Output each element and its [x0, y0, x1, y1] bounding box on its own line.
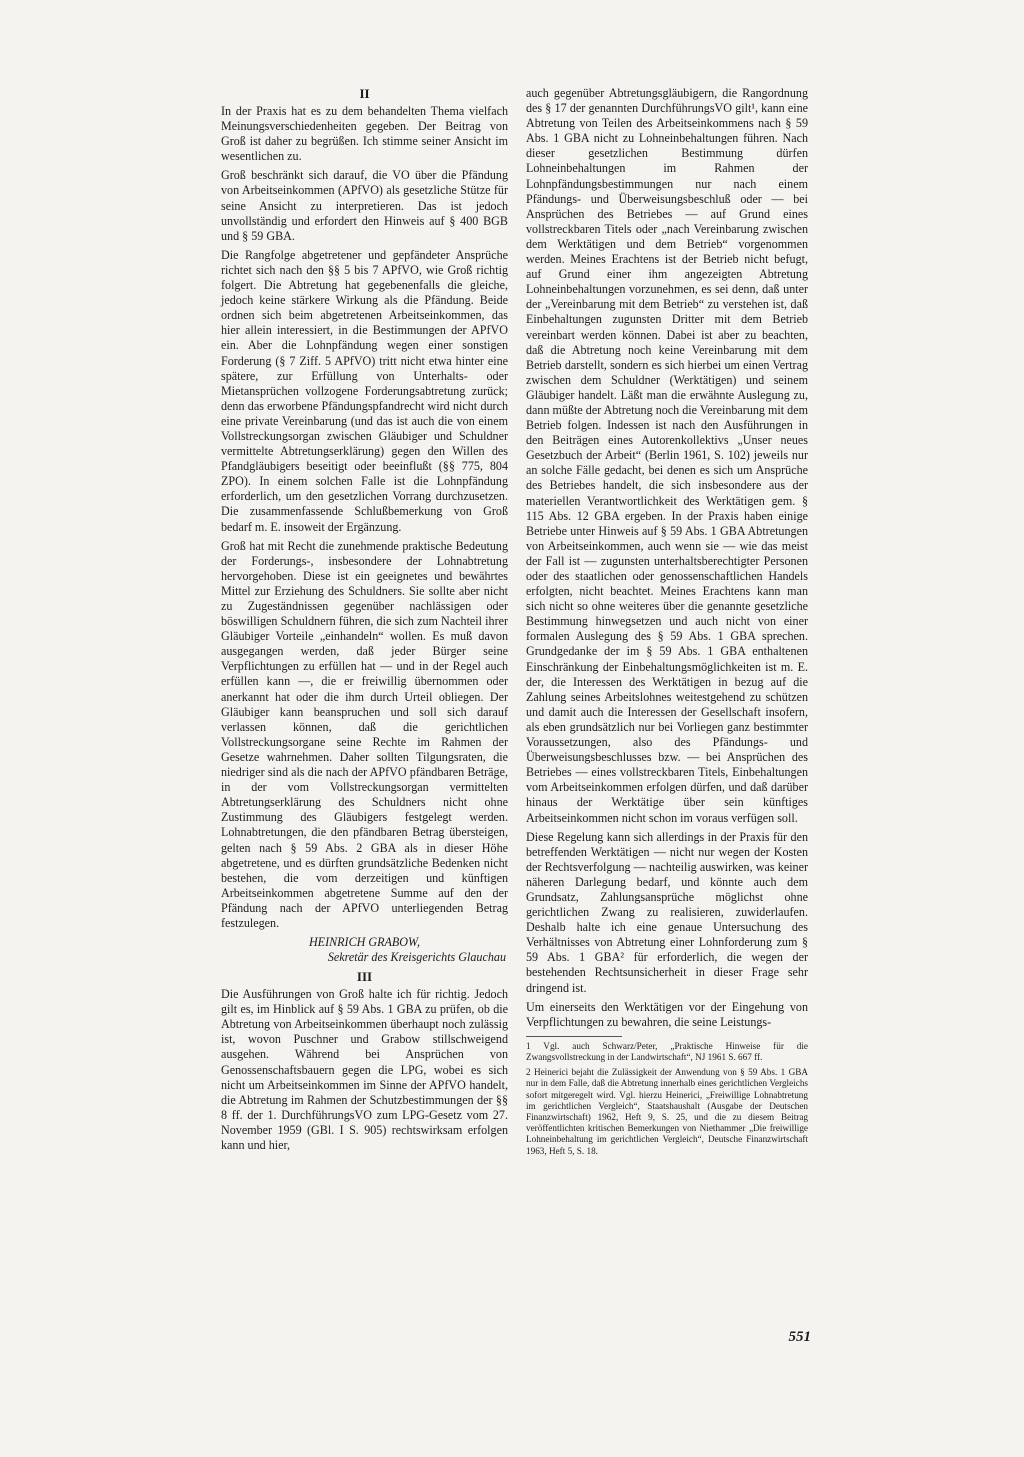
right-column: [526, 86, 808, 1157]
paragraph: Die Ausführungen von Groß halte ich für richtig. Jedoch gilt es, im Hinblick auf § 59 Abs. 1 GBA zu prüfen, ob die Abtretung von Arbeitseinkommen überhaupt noch zulässig ist, wovon Puschner und Grabow stillschweigend ausgehen. Während bei Ansprüchen von Genossenschaftsbauern gegen die LPG, wobei es sich nicht um Arbeitseinkommen im Sinne der APfVO handelt, die Abtretung im Rahmen der Schutzbestimmungen der §§ 8 ff. der 1. DurchführungsVO zum LPG-Gesetz vom 27. November 1959 (GBl. I S. 905) rechtswirksam erfolgen kann und hier,: [221, 987, 508, 1152]
section-heading-ii: II: [359, 86, 370, 101]
paragraph: Groß hat mit Recht die zunehmende praktische Bedeutung der Forderungs-, insbesondere der Lohnabtretung hervorgehoben. Diese ist ein geeignetes und bewährtes Mittel zur Erziehung des Schuldners. Sie sollte aber nicht zu Zugeständnissen gegenüber nachlässigen oder böswilligen Schuldnern führen, die sich zum Nachteil ihrer Gläubiger Vorteile „einhandeln“ wollen. Es muß davon ausgegangen werden, daß jeder Bürger seine Verpflichtungen zu erfüllen hat — und in der Regel auch erfüllen kann —, die er freiwillig übernommen oder anerkannt hat oder die ihm durch Urteil obliegen. Der Gläubiger kann beanspruchen und soll sich darauf verlassen können, daß die gerichtlichen Vollstreckungsorgane seine Rechte im Rahmen der Gesetze wahrnehmen. Daher sollten Tilgungsraten, die niedriger sind als die nach der APfVO pfändbaren Beträge, in der vom Vollstreckungsorgan vermittelten Abtretungserklärung des Schuldners nicht ohne Zustimmung des Gläubigers festgelegt werden. Lohnabtretungen, die den pfändbaren Betrag übersteigen, gelten nach § 59 Abs. 2 GBA als in dieser Höhe abgetretene, und es dürften grundsätzliche Bedenken nicht bestehen, die vom derzeitigen und künftigen Arbeitseinkommen abgetretene Summe auf den der Pfändung nach der APfVO unterliegenden Betrag festzulegen.: [221, 538, 508, 930]
paragraph: auch gegenüber Abtretungsgläubigern, die Rangordnung des § 17 der genannten DurchführungsVO gilt¹, kann eine Abtretung von Teilen des Arbeitseinkommens nach § 59 Abs. 1 GBA nicht zu Lohneinbehaltungen führen. Nach dieser gesetzlichen Bestimmung dürfen Lohneinbehaltungen im Rahmen der Lohnpfändungsbestimmungen nur nach einem Pfändungs- und Überweisungsbeschluß oder — bei Ansprüchen des Betriebes — auf Grund eines vollstreckbaren Titels oder „nach Vereinbarung zwischen dem Werktätigen und dem Betrieb“ vorgenommen werden. Meines Erachtens ist der Betrieb nicht befugt, auf Grund einer ihm angezeigten Abtretung Lohneinbehaltungen vorzunehmen, es sei denn, daß unter der „Vereinbarung mit dem Betrieb“ zu verstehen ist, daß Einbehaltungen zugunsten Dritter mit dem Betrieb vereinbart werden können. Dabei ist aber zu beachten, daß die Abtretung noch keine Vereinbarung mit dem Betrieb darstellt, sondern es sich hierbei um einen Vertrag zwischen dem Schuldner (Werktätigen) und seinem Gläubiger handelt. Läßt man die erwähnte Auslegung zu, dann müßte der Abtretung noch die Vereinbarung mit dem Betrieb folgen. Indessen ist nach den Ausführungen in den Beiträgen eines Autorenkollektivs „Unser neues Gesetzbuch der Arbeit“ (Berlin 1961, S. 102) jeweils nur an solche Fälle gedacht, bei denen es sich um Ansprüche des Betriebes handelt, die sich insbesondere aus der materiellen Verantwortlichkeit des Werktätigen gem. § 115 Abs. 12 GBA ergeben. In der Praxis haben einige Betriebe unter Hinweis auf § 59 Abs. 1 GBA Abtretungen von Arbeitseinkommen, auch wenn sie — wie das meist der Fall ist — zugunsten unterhaltsberechtigter Personen oder des staatlichen oder genossenschaftlichen Handels erfolgten, nicht beachtet. Meines Erachtens kann man sich nicht so ohne weiteres über die genannte gesetzliche Bestimmung hinwegsetzen und auch nicht von einer formalen Auslegung des § 59 Abs. 1 GBA sprechen. Grundgedanke der im § 59 Abs. 1 GBA enthaltenen Einschränkung der Einbehaltungsmöglichkeiten ist m. E. der, die Interessen des Werktätigen in bezug auf die Zahlung seines Arbeitslohnes weitestgehend zu schützen und damit auch die Interessen der Gesellschaft insofern, als eben grundsätzlich nur bei Vorliegen ganz bestimmter Voraussetzungen, also des Pfändungs- und Überweisungsbeschlusses bzw. — bei Ansprüchen des Betriebes — eines vollstreckbaren Titels, Einbehaltungen vom Arbeitseinkommen erfolgen dürfen, und daß darüber hinaus der Werktätige über sein künftiges Arbeitseinkommen nicht schon im voraus verfügen soll.: [526, 86, 808, 825]
paragraph: Die Rangfolge abgetretener und gepfändeter Ansprüche richtet sich nach den §§ 5 bis 7 APfVO, wie Groß richtig folgert. Die Abtretung hat gegebenenfalls die gleiche, jedoch keine stärkere Wirkung als die Pfändung. Beide ordnen sich beim abgetretenen Arbeitseinkommen, das hier allein interessiert, in die Bestimmungen der APfVO ein. Aber die Lohnpfändung wegen einer sonstigen Forderung (§ 7 Ziff. 5 APfVO) tritt nicht etwa hinter eine spätere, zur Erfüllung von Unterhalts- oder Mietansprüchen vollzogene Forderungsabtretung zurück; denn das erworbene Pfändungspfandrecht wird nicht durch eine private Vereinbarung (und das ist auch die von einem Vollstreckungsorgan zwischen Gläubiger und Schuldner vermittelte Abtretungserklärung) gegen den Willen des Pfandgläubigers beseitigt oder beeinflußt (§§ 775, 804 ZPO). In einem solchen Falle ist die Lohnpfändung erforderlich, um den gesetzlichen Vorrang durchzusetzen. Die zusammenfassende Schlußbemerkung von Groß bedarf m. E. insoweit der Ergänzung.: [221, 247, 508, 534]
author-signature-name: HEINRICH GRABOW,: [308, 935, 421, 950]
page-number: 551: [788, 1329, 811, 1345]
author-signature-role: Sekretär des Kreisgerichts Glauchau: [327, 950, 506, 965]
footnote-rule: [526, 1036, 622, 1037]
footnote: 1 Vgl. auch Schwarz/Peter, „Praktische Hinweise für die Zwangsvollstreckung in der Landwirtschaft“, NJ 1961 S. 667 ff.: [526, 1040, 808, 1063]
paragraph: Diese Regelung kann sich allerdings in der Praxis für den betreffenden Werktätigen — nicht nur wegen der Kosten der Rechtsverfolgung — nachteilig auswirken, was keiner näheren Darlegung bedarf, und könnte auch dem Grundsatz, Zahlungsansprüche möglichst ohne gerichtlichen Zwang zu realisieren, zuwiderlaufen. Deshalb halte ich eine genaue Untersuchung des Verhältnisses von Abtretung einer Lohnforderung zum § 59 Abs. 1 GBA² für erforderlich, die wegen der bestehenden Rechtsunsicherheit in dieser Frage sehr dringend ist.: [526, 829, 808, 995]
footnote: 2 Heinerici bejaht die Zulässigkeit der Anwendung von § 59 Abs. 1 GBA nur in dem Falle, daß die Abtretung innerhalb eines gerichtlichen Vergleichs sofort mitgeregelt wird. Vgl. hierzu Heinerici, „Freiwillige Lohnabtretung im gerichtlichen Vergleich“, Staatshaushalt (Ausgabe der Deutschen Finanzwirtschaft) 1962, Heft 9, S. 25, und die zu diesem Beitrag veröffentlichten kritischen Bemerkungen von Niethammer „Die freiwillige Lohneinbehaltung im gerichtlichen Vergleich“, Deutsche Finanzwirtschaft 1963, Heft 5, S. 18.: [526, 1067, 808, 1156]
paragraph: Groß beschränkt sich darauf, die VO über die Pfändung von Arbeitseinkommen (APfVO) als gesetzliche Stütze für seine Ansicht zu interpretieren. Das ist jedoch unvollständig und erfordert den Hinweis auf § 400 BGB und § 59 GBA.: [221, 168, 508, 243]
paragraph: In der Praxis hat es zu dem behandelten Thema vielfach Meinungsverschiedenheiten gegeben. Der Beitrag von Groß ist daher zu begrüßen. Ich stimme seiner Ansicht im wesentlichen zu.: [221, 104, 508, 164]
paragraph: Um einerseits den Werktätigen vor der Eingehung von Verpflichtungen zu bewahren, die seine Leistungs-: [526, 999, 808, 1029]
section-heading-iii: III: [356, 969, 373, 985]
left-column: [221, 86, 508, 1157]
